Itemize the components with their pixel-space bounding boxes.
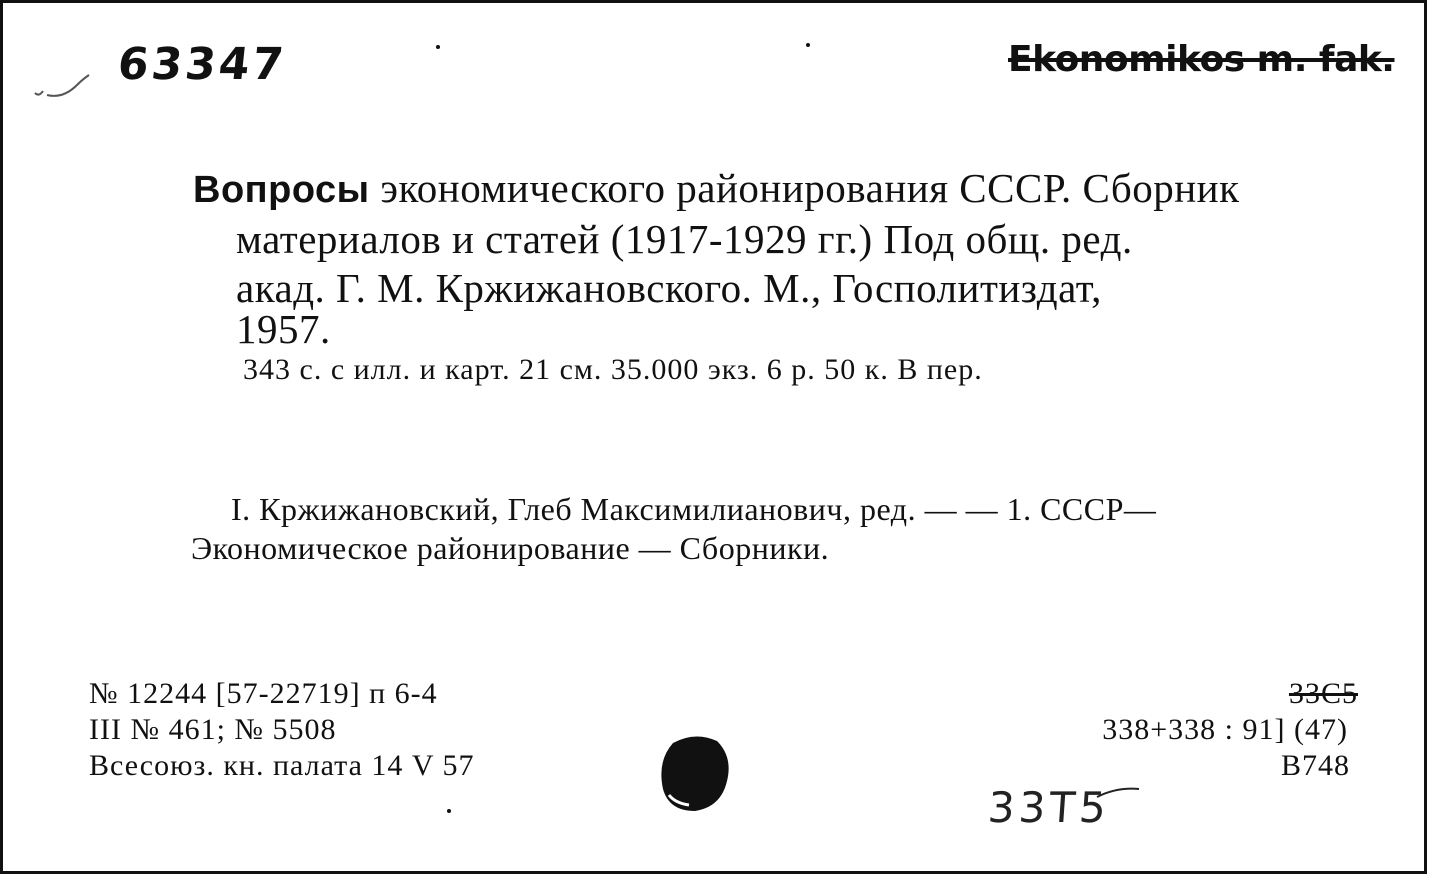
entry-line-3: акад. Г. М. Кржижановского. М., Госполитиздат, <box>236 265 1102 311</box>
footer-right-line-3: В748 <box>1280 749 1350 782</box>
entry-line-2: материалов и статей (1917-1929 гг.) Под общ. ред. <box>236 216 1133 262</box>
tracing-line-2: Экономическое районирование — Сборники. <box>191 530 830 566</box>
footer-right-line-1: 33С5 <box>1288 677 1358 710</box>
speck <box>806 43 810 47</box>
footer-left-line-1: № 12244 [57-22719] п 6-4 <box>89 677 438 710</box>
ink-blot-icon <box>655 731 735 815</box>
pencil-mark-icon <box>29 61 99 101</box>
footer-left-line-2: III № 461; № 5508 <box>89 713 337 746</box>
pen-stroke-icon <box>1093 783 1153 803</box>
entry-title-rest: экономического районирования СССР. Сборник <box>380 165 1240 211</box>
handwritten-shelf-mark: 33Т5 <box>986 783 1112 832</box>
footer-left-line-3: Всесоюз. кн. палата 14 V 57 <box>89 749 475 782</box>
tracing-line-1: I. Кржижановский, Глеб Максимилианович, ред. — — 1. СССР— <box>231 491 1157 527</box>
library-stamp: Ekonomikos m. fak. <box>1008 39 1395 80</box>
handwritten-inventory-number: 63347 <box>115 39 289 90</box>
footer-right-line-2: 338+338 : 91] (47) <box>1102 713 1348 746</box>
speck <box>447 809 451 813</box>
entry-line-4: 1957. <box>236 306 331 352</box>
entry-line-1 <box>193 165 1240 213</box>
speck <box>436 45 440 49</box>
physical-description: 343 с. с илл. и карт. 21 см. 35.000 экз. 6 р. 50 к. В пер. <box>243 353 983 386</box>
entry-title-bold: Вопросы <box>193 169 370 211</box>
